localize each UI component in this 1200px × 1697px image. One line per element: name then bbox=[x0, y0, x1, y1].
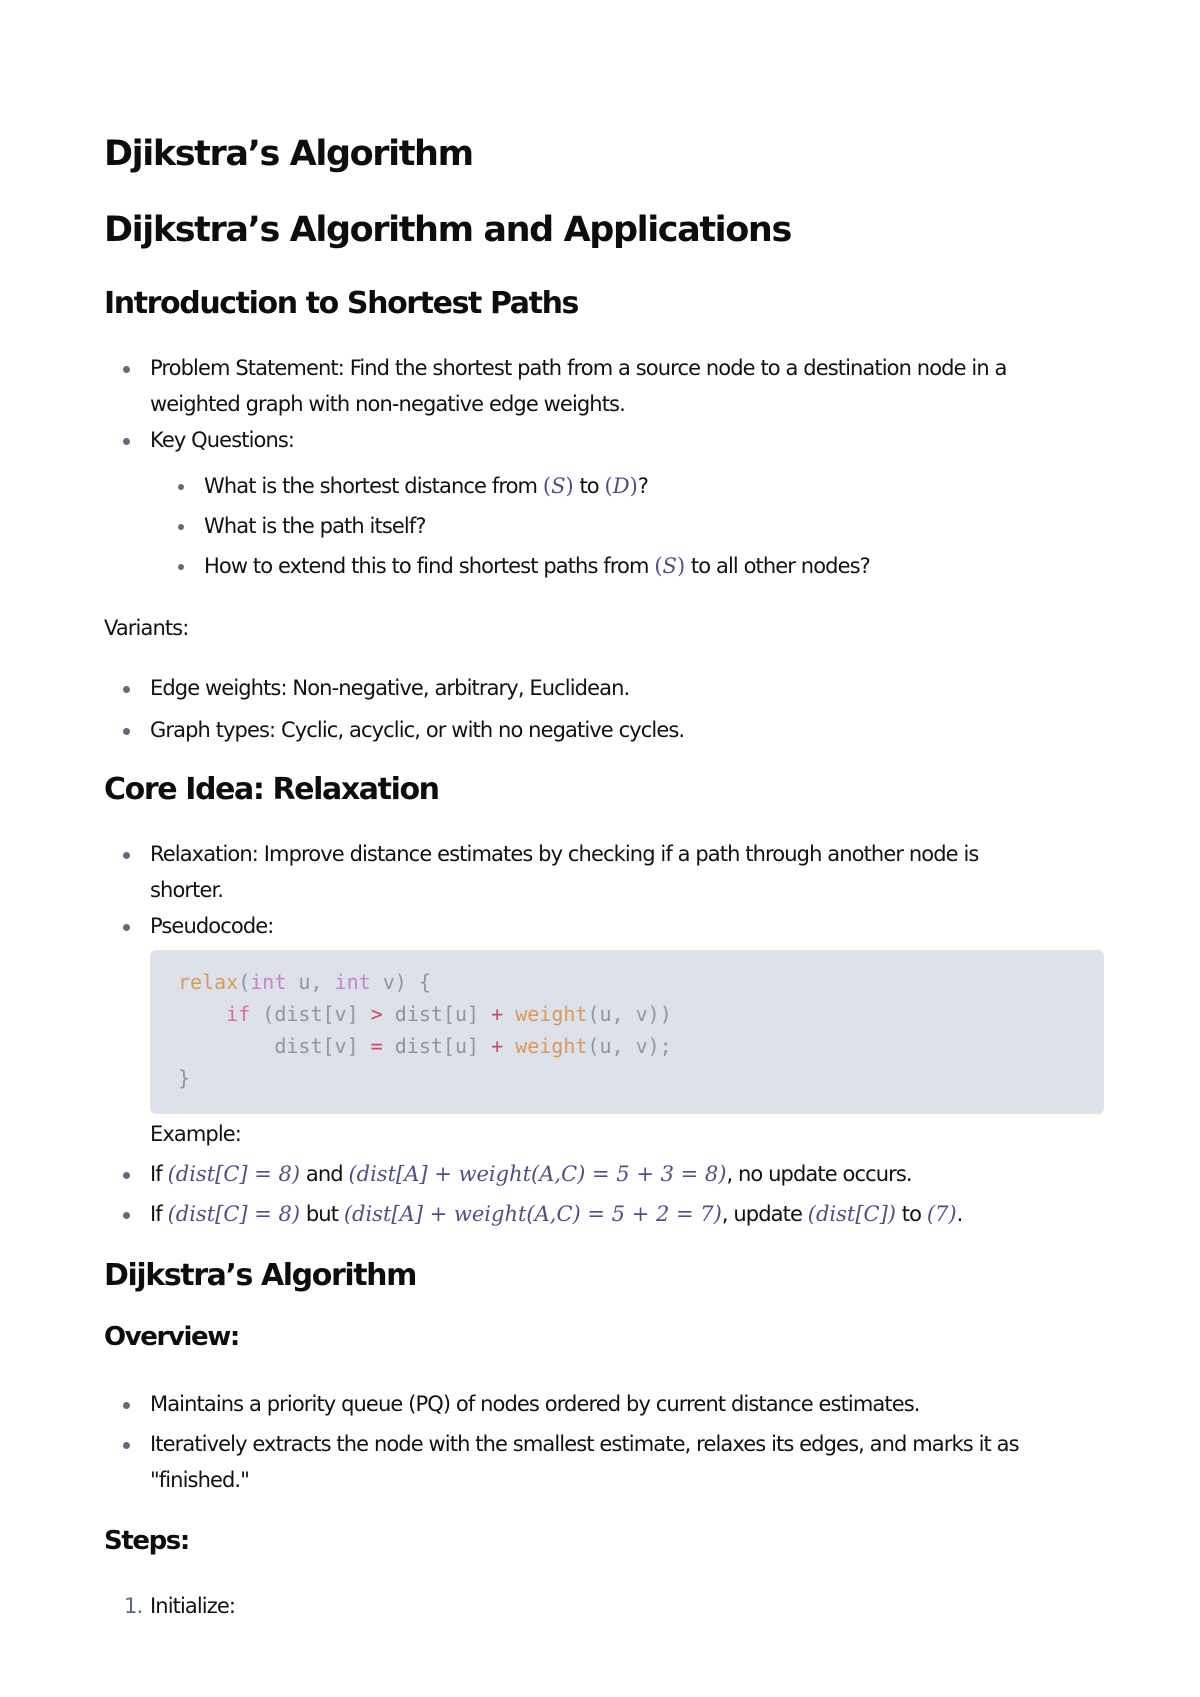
code-token: + bbox=[491, 1002, 504, 1026]
list-item bbox=[104, 422, 1104, 458]
step-text: Initialize: bbox=[150, 1594, 236, 1618]
list-item: What is the shortest distance from (S) to (D)? bbox=[104, 468, 1104, 504]
question-text: What is the path itself? bbox=[204, 514, 426, 538]
core-idea-list bbox=[104, 836, 1104, 944]
code-line bbox=[178, 1062, 1104, 1094]
problem-statement-line2: weighted graph with non-negative edge weights. bbox=[150, 392, 625, 416]
pseudocode-block bbox=[150, 950, 1104, 1114]
list-item bbox=[104, 1588, 1104, 1624]
example-text: . bbox=[956, 1202, 963, 1226]
math-expression: (dist[A] + weight(A,C) = 5 + 3 = 8) bbox=[348, 1162, 727, 1186]
overview-line1: Iteratively extracts the node with the smallest estimate, relaxes its edges, and marks it as bbox=[150, 1432, 1019, 1456]
code-token: (u, v)) bbox=[587, 1002, 672, 1026]
code-token bbox=[503, 1034, 515, 1058]
math-var: S bbox=[662, 554, 677, 578]
pseudocode-label: Pseudocode: bbox=[150, 914, 274, 938]
steps-heading: Steps: bbox=[104, 1526, 189, 1556]
example-text: but bbox=[300, 1202, 344, 1226]
example-text: , no update occurs. bbox=[726, 1162, 912, 1186]
code-token: ( bbox=[238, 970, 251, 994]
math-expression: (7) bbox=[926, 1202, 957, 1226]
code-line bbox=[178, 1030, 1104, 1062]
overview-list bbox=[104, 1386, 1104, 1498]
code-token: v) { bbox=[370, 970, 431, 994]
code-token: relax bbox=[178, 970, 239, 994]
problem-statement-line1: Problem Statement: Find the shortest path from a source node to a destination node in a bbox=[150, 356, 1007, 380]
code-token: int bbox=[334, 970, 371, 994]
list-item: Edge weights: Non-negative, arbitrary, Euclidean. bbox=[104, 670, 1104, 706]
list-item bbox=[104, 1156, 1104, 1192]
overview-line2: "finished." bbox=[150, 1468, 249, 1492]
code-token: int bbox=[250, 970, 287, 994]
dijkstra-heading: Dijkstra’s Algorithm bbox=[104, 1258, 416, 1293]
code-token: } bbox=[178, 1066, 191, 1090]
math-var: D bbox=[612, 474, 630, 498]
variants-label: Variants: bbox=[104, 616, 189, 640]
code-token: dist[u] bbox=[382, 1034, 492, 1058]
code-token: (dist[v] bbox=[250, 1002, 371, 1026]
math-expression: (dist[C]) bbox=[807, 1202, 896, 1226]
code-line bbox=[178, 998, 1104, 1030]
code-token: (u, v); bbox=[587, 1034, 672, 1058]
code-token: if bbox=[226, 1002, 251, 1026]
math-expression: (dist[A] + weight(A,C) = 5 + 2 = 7) bbox=[343, 1202, 722, 1226]
main-heading: Dijkstra’s Algorithm and Applications bbox=[104, 210, 791, 250]
list-item bbox=[104, 1196, 1104, 1232]
question-text: to all other nodes? bbox=[685, 554, 870, 578]
list-item: Graph types: Cyclic, acyclic, or with no negative cycles. bbox=[104, 712, 1104, 748]
math-expression: (dist[C] = 8) bbox=[167, 1162, 301, 1186]
list-item bbox=[104, 836, 1104, 908]
question-text: What is the shortest distance from bbox=[204, 474, 543, 498]
variants-list bbox=[104, 670, 1104, 748]
math-expression: (dist[C] = 8) bbox=[167, 1202, 301, 1226]
code-token: weight bbox=[515, 1002, 588, 1026]
step-number: 1. bbox=[124, 1594, 143, 1618]
example-text: , update bbox=[721, 1202, 808, 1226]
code-token: dist[v] bbox=[178, 1034, 371, 1058]
key-questions-list bbox=[104, 468, 1104, 584]
code-line bbox=[178, 966, 1104, 998]
list-item: Maintains a priority queue (PQ) of nodes ordered by current distance estimates. bbox=[104, 1386, 1104, 1422]
example-list bbox=[104, 1156, 1104, 1232]
example-text: If bbox=[150, 1162, 168, 1186]
math-var: S bbox=[551, 474, 566, 498]
list-item bbox=[104, 1426, 1104, 1498]
code-token bbox=[503, 1002, 515, 1026]
steps-list bbox=[104, 1588, 1104, 1624]
code-token: = bbox=[370, 1034, 383, 1058]
intro-list bbox=[104, 350, 1104, 458]
relaxation-line1: Relaxation: Improve distance estimates by checking if a path through another node is bbox=[150, 842, 979, 866]
core-idea-heading: Core Idea: Relaxation bbox=[104, 772, 439, 807]
question-text: How to extend this to find shortest paths from bbox=[204, 554, 655, 578]
overview-heading: Overview: bbox=[104, 1322, 239, 1352]
list-item bbox=[104, 350, 1104, 422]
question-text: ? bbox=[637, 474, 649, 498]
code-token: > bbox=[370, 1002, 383, 1026]
key-questions-label: Key Questions: bbox=[150, 428, 295, 452]
code-token: + bbox=[491, 1034, 504, 1058]
code-token: u, bbox=[286, 970, 335, 994]
example-text: and bbox=[300, 1162, 349, 1186]
list-item bbox=[104, 908, 1104, 944]
example-text: to bbox=[895, 1202, 927, 1226]
relaxation-line2: shorter. bbox=[150, 878, 224, 902]
code-token: dist[u] bbox=[382, 1002, 492, 1026]
example-text: If bbox=[150, 1202, 168, 1226]
document-title: Djikstra’s Algorithm bbox=[104, 134, 473, 174]
example-label: Example: bbox=[150, 1122, 241, 1146]
code-token bbox=[178, 1002, 226, 1026]
list-item bbox=[104, 508, 1104, 544]
question-text: to bbox=[573, 474, 605, 498]
code-token: weight bbox=[515, 1034, 588, 1058]
list-item: How to extend this to find shortest paths from (S) to all other nodes? bbox=[104, 548, 1104, 584]
intro-heading: Introduction to Shortest Paths bbox=[104, 286, 578, 321]
